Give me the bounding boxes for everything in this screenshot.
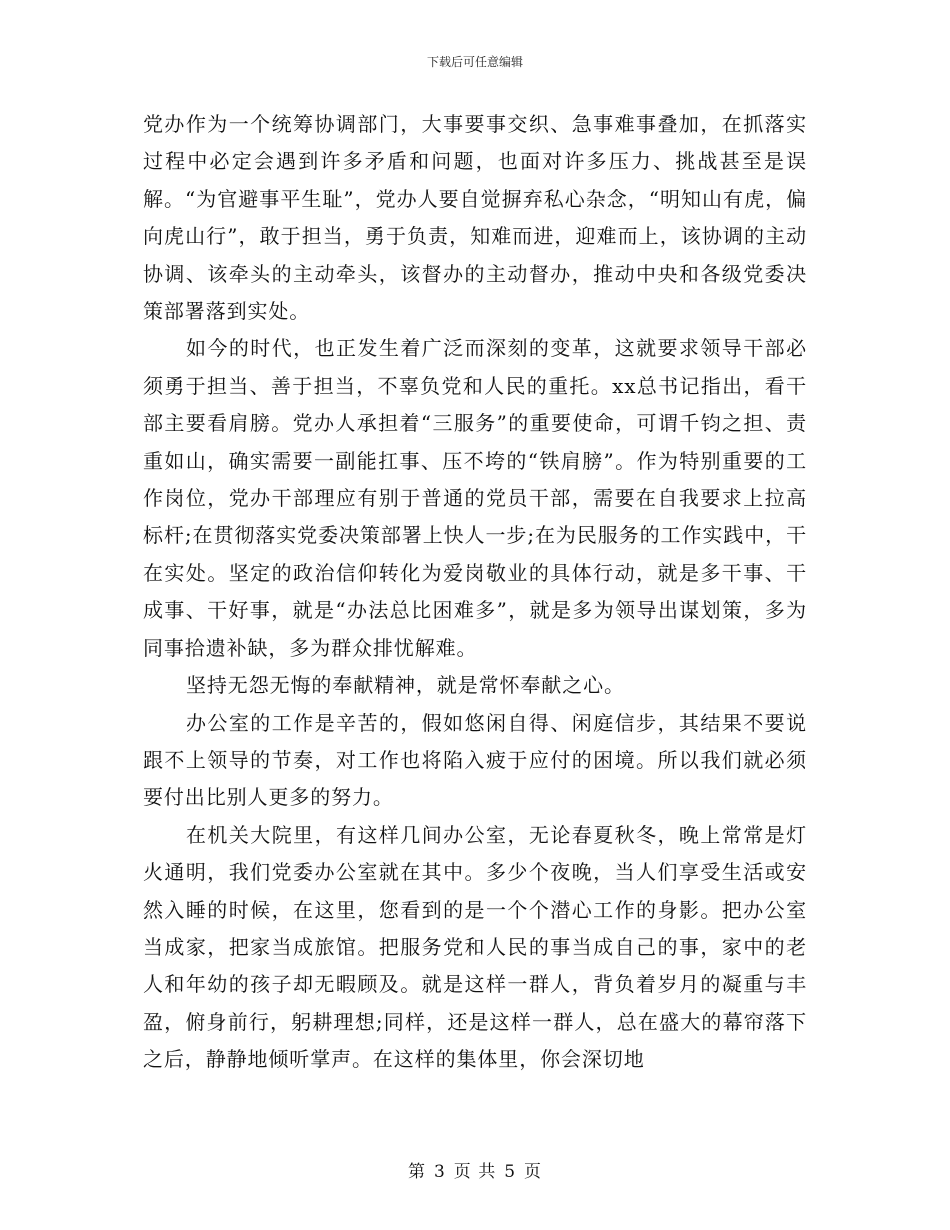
paragraph-5: 在机关大院里，有这样几间办公室，无论春夏秋冬，晚上常常是灯火通明，我们党委办公室就在其中。多少个夜晚，当人们享受生活或安然入睡的时候，在这里，您看到的是一个个潜心工作的身影。把办公室当成家，把家当成旅馆。把服务党和人民的事当成自己的事，家中的老人和年幼的孩子却无暇顾及。就是这样一群人，背负着岁月的凝重与丰盈，俯身前行，躬耕理想;同样，还是这样一群人，总在盛大的幕帘落下之后，静静地倾听掌声。在这样的集体里，你会深切地 [143, 822, 807, 1072]
paragraph-4: 办公室的工作是辛苦的，假如悠闲自得、闲庭信步，其结果不要说跟不上领导的节奏，对工作也将陷入疲于应付的困境。所以我们就必须要付出比别人更多的努力。 [143, 710, 807, 810]
footer-prefix: 第 [407, 1162, 426, 1182]
footer-middle: 页 共 [453, 1162, 497, 1182]
page-header-note: 下载后可任意编辑 [426, 55, 523, 69]
footer-total-pages: 5 [504, 1162, 517, 1182]
document-body [143, 106, 807, 1079]
paragraph-3: 坚持无怨无悔的奉献精神，就是常怀奉献之心。 [186, 673, 625, 698]
footer-current-page: 3 [433, 1162, 446, 1182]
paragraph-1: 党办作为一个统筹协调部门，大事要事交织、急事难事叠加，在抓落实过程中必定会遇到许多矛盾和问题，也面对许多压力、挑战甚至是误解。“为官避事平生耻”，党办人要自觉摒弃私心杂念，“明知山有虎，偏向虎山行”，敢于担当，勇于负责，知难而进，迎难而上，该协调的主动协调、该牵头的主动牵头，该督办的主动督办，推动中央和各级党委决策部署落到实处。 [143, 112, 807, 324]
paragraph-2: 如今的时代，也正发生着广泛而深刻的变革，这就要求领导干部必须勇于担当、善于担当，不辜负党和人民的重托。xx总书记指出，看干部主要看肩膀。党办人承担着“三服务”的重要使命，可谓千钧之担、责重如山，确实需要一副能扛事、压不垮的“铁肩膀”。作为特别重要的工作岗位，党办干部理应有别于普通的党员干部，需要在自我要求上拉高标杆;在贯彻落实党委决策部署上快人一步;在为民服务的工作实践中，干在实处。坚定的政治信仰转化为爱岗敬业的具体行动，就是多干事、干成事、干好事，就是“办法总比困难多”，就是多为领导出谋划策，多为同事拾遗补缺，多为群众排忧解难。 [143, 336, 807, 660]
page-footer [0, 1157, 950, 1182]
footer-suffix: 页 [524, 1162, 543, 1182]
